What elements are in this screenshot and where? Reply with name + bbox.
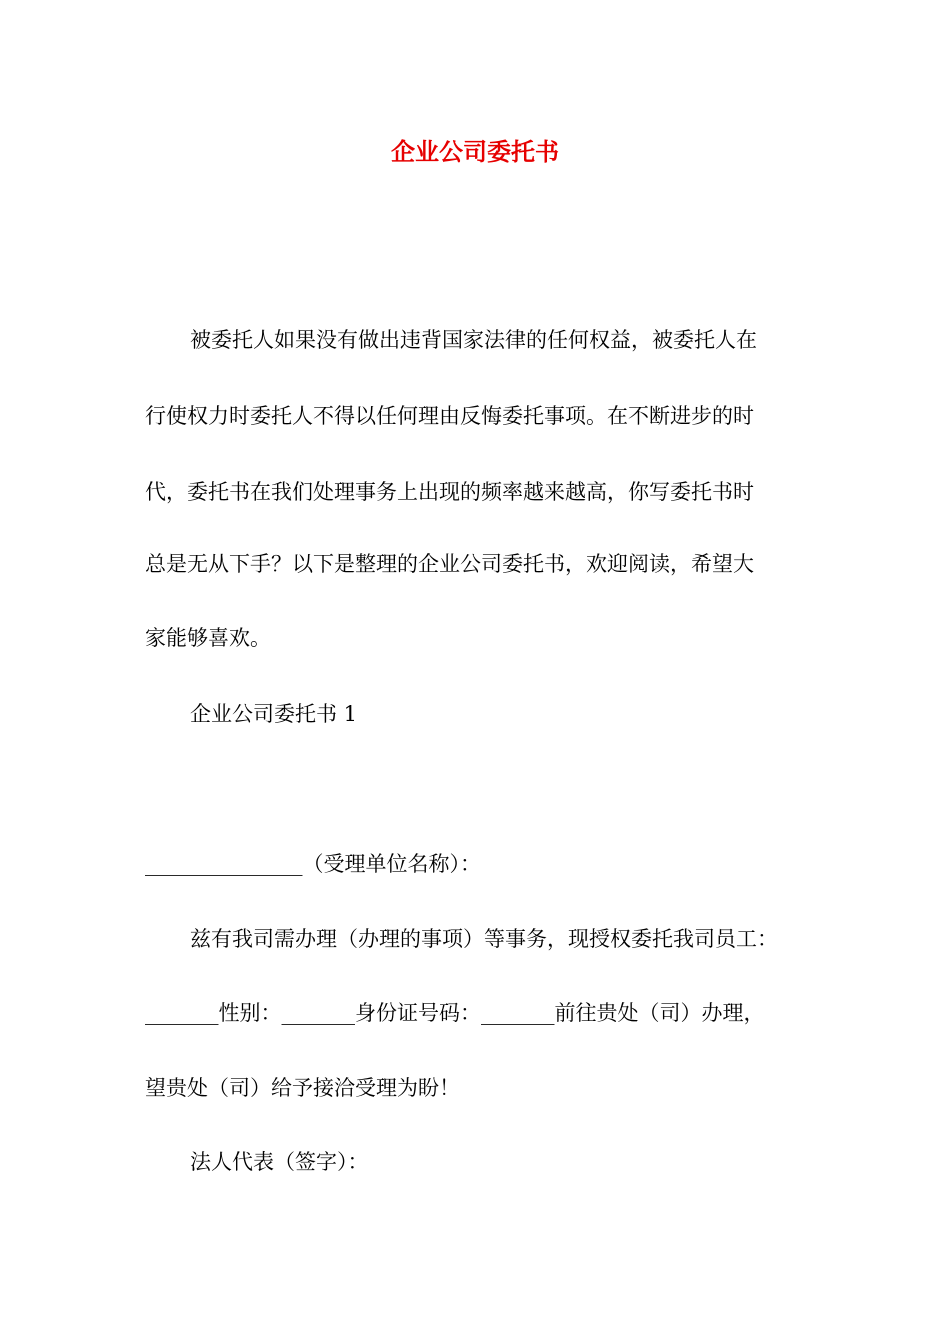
body-line-2: _______性别：_______身份证号码：_______前往贵处（司）办理，	[145, 1001, 765, 1025]
body-line-1: 兹有我司需办理（办理的事项）等事务，现授权委托我司员工：	[190, 927, 778, 951]
intro-line-2: 行使权力时委托人不得以任何理由反悔委托事项。在不断进步的时	[145, 404, 754, 428]
signature-line: 法人代表（签字）：	[190, 1150, 369, 1174]
body-line-3: 望贵处（司）给予接洽受理为盼！	[145, 1076, 460, 1100]
intro-line-3: 代，委托书在我们处理事务上出现的频率越来越高，你写委托书时	[145, 480, 754, 504]
intro-line-1: 被委托人如果没有做出违背国家法律的任何权益，被委托人在	[190, 328, 757, 352]
addressee-line: _______________（受理单位名称）：	[145, 852, 481, 876]
document-title: 企业公司委托书	[391, 137, 559, 166]
intro-line-4: 总是无从下手？以下是整理的企业公司委托书，欢迎阅读，希望大	[145, 552, 754, 576]
intro-line-5: 家能够喜欢。	[145, 626, 271, 650]
section-heading: 企业公司委托书 1	[190, 702, 358, 726]
